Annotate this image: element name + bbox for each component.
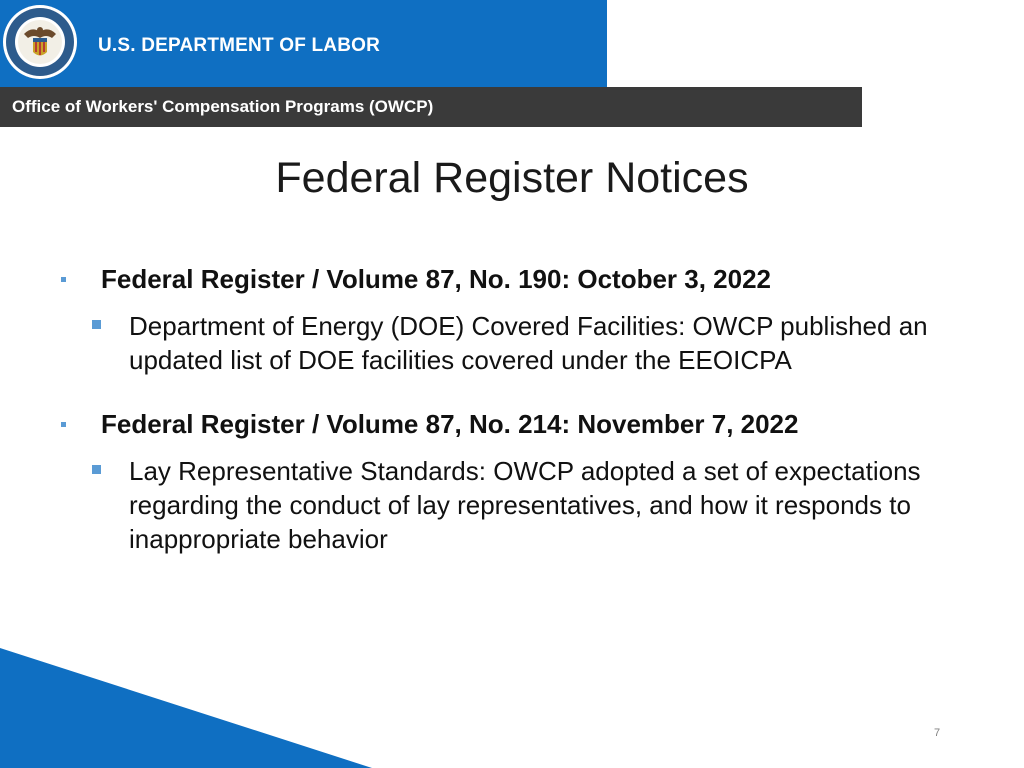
dol-seal-icon	[2, 4, 78, 80]
notice-heading-text: Federal Register / Volume 87, No. 214: November 7, 2022	[101, 409, 799, 439]
notice-detail	[0, 309, 979, 377]
square-bullet-icon	[92, 320, 101, 329]
notice-detail-text: Department of Energy (DOE) Covered Facilities: OWCP published an updated list of DOE facilities covered under the EEOICPA	[129, 311, 928, 375]
notice-item	[0, 407, 1024, 556]
square-bullet-icon	[92, 465, 101, 474]
corner-decoration	[0, 648, 372, 768]
page-number: 7	[934, 727, 941, 739]
slide-title: Federal Register Notices	[275, 154, 749, 202]
office-name: Office of Workers' Compensation Programs (OWCP)	[12, 97, 434, 116]
notice-detail	[0, 454, 979, 556]
notice-heading-text: Federal Register / Volume 87, No. 190: October 3, 2022	[101, 264, 772, 294]
notice-list	[0, 262, 1024, 556]
department-name: U.S. DEPARTMENT OF LABOR	[98, 35, 381, 56]
notice-item	[0, 262, 1024, 377]
square-bullet-icon	[61, 422, 66, 427]
square-bullet-icon	[61, 277, 66, 282]
notice-heading	[0, 262, 1024, 296]
notice-heading	[0, 407, 1024, 441]
notice-detail-text: Lay Representative Standards: OWCP adopted a set of expectations regarding the conduct of lay representatives, and how it responds to inappropriate behavior	[129, 456, 921, 554]
